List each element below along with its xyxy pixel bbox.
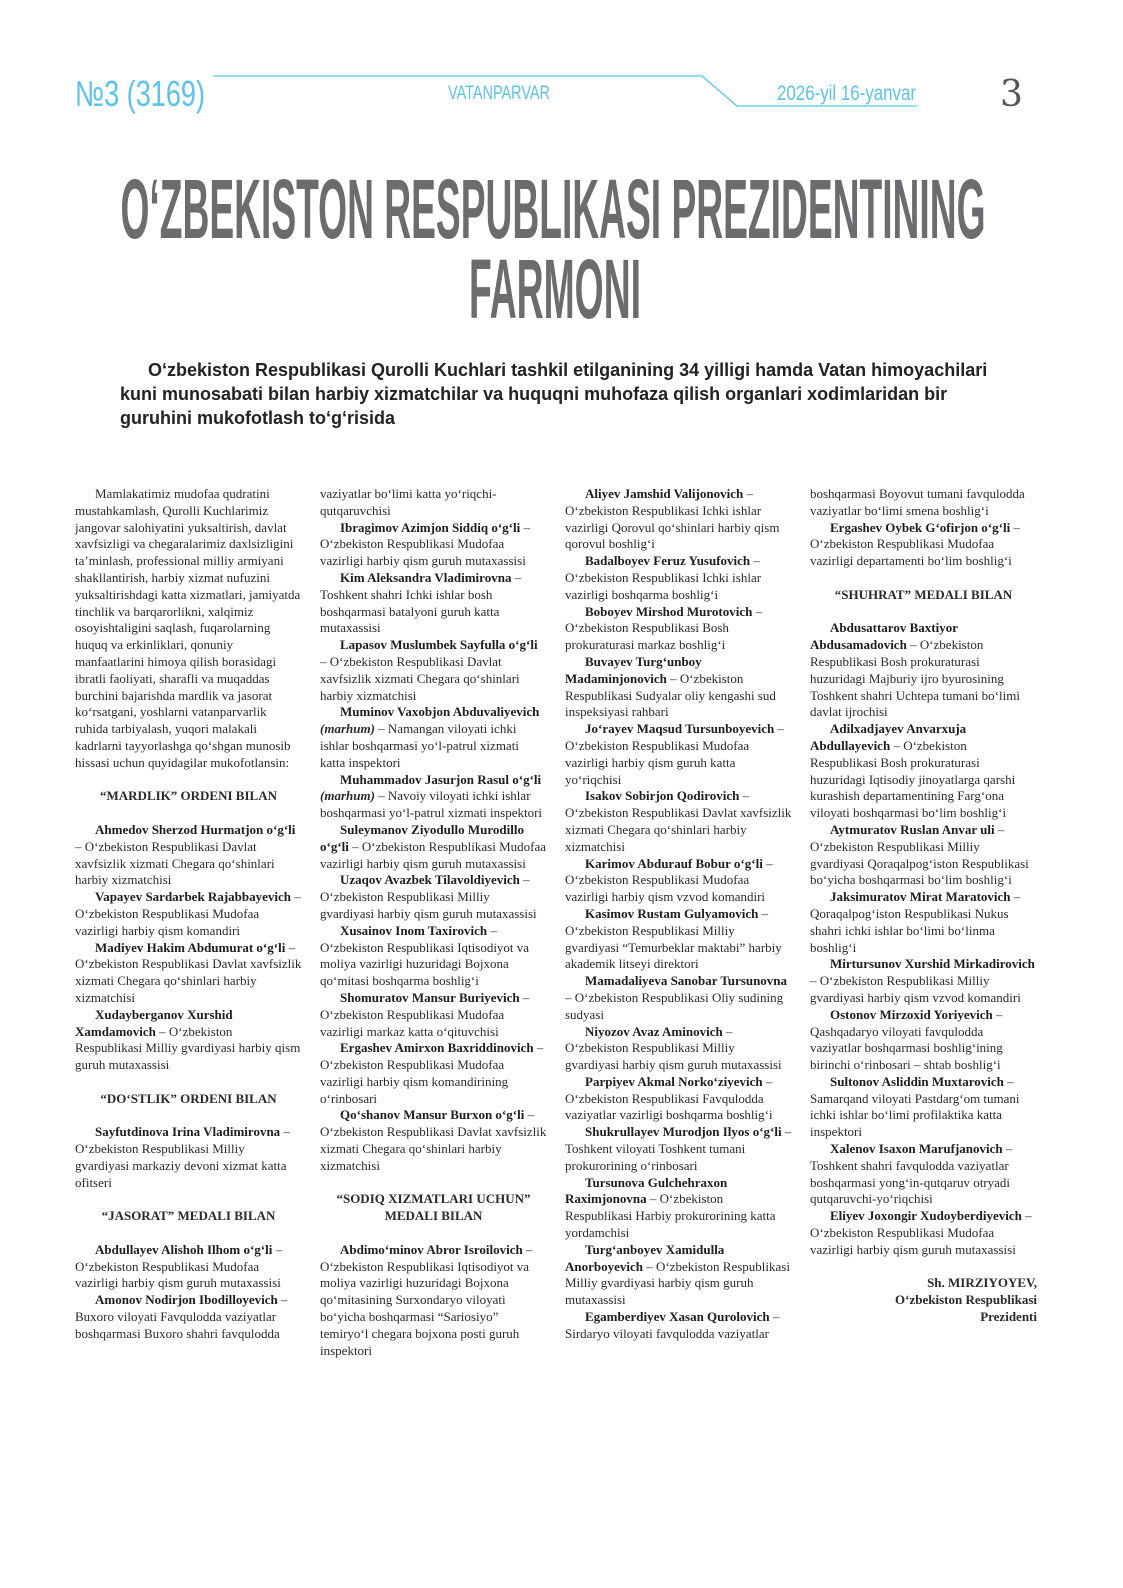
award-entry bbox=[810, 721, 1037, 822]
award-entry bbox=[320, 1040, 547, 1107]
award-entry bbox=[565, 973, 792, 1023]
recipient-position: – O‘zbekiston Respublikasi Oliy sudining sudyasi bbox=[565, 989, 784, 1022]
recipient-name: Ibragimov Azimjon Siddiq o‘g‘li bbox=[340, 519, 521, 535]
recipient-position: – Buxoro viloyati Favqulodda vaziyatlar boshqarmasi Buxoro shahri favqulodda vaziyatlar bo‘limi katta yo‘riqchi-qutqaruvchisi bbox=[75, 486, 497, 1341]
recipient-position: – Toshkent viloyati Toshkent tumani prokurorining o‘rinbosari bbox=[565, 1124, 792, 1173]
recipient-name: Karimov Abdurauf Bobur o‘g‘li bbox=[585, 855, 763, 871]
recipient-name: Muhammadov Jasurjon Rasul o‘g‘li bbox=[340, 771, 542, 787]
recipient-name: Ahmedov Sherzod Hurmatjon o‘g‘li bbox=[95, 821, 296, 837]
issue-date: 2026-yil 16-yanvar bbox=[777, 82, 916, 105]
award-entry bbox=[810, 889, 1037, 956]
recipient-name: Ergashev Oybek G‘ofirjon o‘g‘li bbox=[830, 519, 1011, 535]
recipient-position: – O‘zbekiston Respublikasi Milliy gvardiyasi harbiy qism guruh mutaxassisi bbox=[320, 872, 537, 921]
recipient-name: Adilxadjayev Anvarxuja Abdullayevich bbox=[810, 721, 967, 753]
signature-line3: Prezidenti bbox=[980, 1309, 1037, 1325]
recipient-name: Boboyev Mirshod Murotovich bbox=[585, 603, 753, 619]
award-entry bbox=[565, 1242, 792, 1309]
award-entry bbox=[810, 822, 1037, 889]
recipient-name: Uzaqov Avazbek Tilavoldiyevich bbox=[340, 872, 520, 888]
recipient-name: Suleymanov Ziyodullo Murodillo o‘g‘li bbox=[320, 821, 524, 854]
issue-number: №3 (3169) bbox=[75, 73, 205, 114]
recipient-name: Aliyev Jamshid Valijonovich bbox=[585, 486, 744, 501]
recipient-position: – O‘zbekiston Respublikasi Iqtisodiyot va moliya vazirligi huzuridagi Bojxona qo‘mitasining Surxondaryo viloyati bo‘yicha boshqarmasi “Sariosiyo” temiryo‘l chegara bojxona posti guruh inspektori bbox=[320, 1241, 533, 1358]
recipient-position: – O‘zbekiston Respublikasi Mudofaa vazirligi harbiy qism komandirining o‘rinbosari bbox=[320, 1040, 544, 1106]
award-entry bbox=[810, 1074, 1037, 1141]
recipient-position: – O‘zbekiston Respublikasi Ichki ishlar vazirligi boshqarma boshlig‘i bbox=[565, 553, 762, 602]
recipient-name: Mirtursunov Xurshid Mirkadirovich bbox=[830, 956, 1035, 972]
recipient-position: – Toshkent shahri Ichki ishlar bosh boshqarmasi batalyoni guruh katta mutaxassisi bbox=[320, 569, 522, 636]
award-section-heading: “SHUHRAT” MEDALI BILAN bbox=[834, 586, 1013, 602]
recipient-name: Tursunova Gulchehraxon Raximjonovna bbox=[565, 1174, 728, 1207]
decree-subtitle: O‘zbekiston Respublikasi Qurolli Kuchlari tashkil etilganining 34 yilligi hamda Vatan himoyachilari kuni munosabati bilan harbiy xizmatchilar va huquqni muhofaza qilish organlari xodimlaridan bir guruhini mukofotlash to‘g‘risida bbox=[120, 360, 988, 428]
page-title bbox=[0, 160, 1123, 340]
recipient-name: Lapasov Muslumbek Sayfulla o‘g‘li bbox=[340, 637, 538, 653]
page-header bbox=[0, 0, 1123, 130]
award-entry bbox=[565, 553, 792, 603]
recipient-position: – O‘zbekiston Respublikasi Mudofaa vazirligi harbiy qism guruh mutaxassisi bbox=[320, 519, 530, 569]
recipient-position: – Toshkent shahri favqulodda vaziyatlar boshqarmasi yong‘in-qutqaruv otryadi qutqaruvchi-yo‘riqchisi bbox=[810, 1141, 1013, 1207]
award-entry bbox=[565, 721, 792, 788]
recipient-position: – O‘zbekiston Respublikasi Davlat xavfsizlik xizmati Chegara qo‘shinlari harbiy xizmatchisi bbox=[320, 1107, 547, 1173]
award-entry bbox=[75, 822, 302, 889]
recipient-name: Aytmuratov Ruslan Anvar uli bbox=[830, 821, 995, 837]
award-entry bbox=[810, 520, 1037, 570]
recipient-position: – O‘zbekiston Respublikasi Davlat xavfsizlik xizmati Chegara qo‘shinlari harbiy xizmatchisi bbox=[75, 838, 275, 888]
award-entry bbox=[75, 1124, 302, 1191]
recipient-position: – O‘zbekiston Respublikasi Harbiy prokurorining katta yordamchisi bbox=[565, 1191, 776, 1241]
recipient-name: Shomuratov Mansur Buriyevich bbox=[340, 989, 520, 1005]
award-entry bbox=[320, 822, 547, 872]
award-entry bbox=[320, 704, 547, 771]
award-entry bbox=[565, 788, 792, 855]
recipient-position: – Qoraqalpog‘iston Respublikasi Nukus shahri ichki ishlar bo‘limi bo‘linma boshlig‘i bbox=[810, 889, 1021, 955]
recipient-position: – Samarqand viloyati Pastdarg‘om tumani ichki ishlar bo‘limi profilaktika katta inspektori bbox=[810, 1073, 1020, 1140]
intro-paragraph: Mamlakatimiz mudofaa qudratini mustahkamlash, Qurolli Kuchlarimiz jangovar salohiyatini yuksaltirish, davlat xavfsizligi va chegaralarimiz daxlsizligini ta’minlash, professional milliy armiyani shakllantirish, harbiy xizmat nufuzini yuksaltirishdagi katta xizmatlari, jamiyatda tinchlik va barqarorlikni, xalqimiz osoyishtaligini saqlash, fuqarolarning huquq va erkinliklari, qonuniy manfaatlarini himoya qilish borasidagi ibratli faoliyati, sharafli va muqaddas burchini bajarishda mardlik va jasorat ko‘rsatgani, yoshlarni vatanparvarlik ruhida tarbiyalash, yuqori malakali kadrlarni tayyorlashga qo‘shgan munosib hissasi uchun quyidagilar mukofotlansin: bbox=[75, 486, 301, 770]
recipient-name: Shukrullayev Murodjon Ilyos o‘g‘li bbox=[585, 1124, 782, 1140]
recipient-name: Parpiyev Akmal Norko‘ziyevich bbox=[585, 1073, 763, 1089]
recipient-position: – Namangan viloyati ichki ishlar boshqarmasi yo‘l-patrul xizmati katta inspektori bbox=[320, 721, 519, 770]
recipient-name: Xalenov Isaxon Marufjanovich bbox=[830, 1141, 1003, 1157]
recipient-name: Vapayev Sardarbek Rajabbayevich bbox=[95, 889, 291, 905]
page-number: 3 bbox=[1000, 74, 1023, 115]
recipient-name: Muminov Vaxobjon Abduvaliyevich bbox=[340, 704, 540, 720]
award-entry bbox=[320, 772, 547, 822]
recipient-name: Badalboyev Feruz Yusufovich bbox=[585, 553, 751, 569]
recipient-position: – O‘zbekiston Respublikasi Milliy gvardiyasi Qoraqalpog‘iston Respublikasi bo‘yicha boshqarmasi bo‘lim boshlig‘i bbox=[810, 821, 1029, 888]
recipient-name: Jo‘rayev Maqsud Tursunboyevich bbox=[585, 721, 775, 737]
recipient-position: – O‘zbekiston Respublikasi Milliy gvardiyasi harbiy qism guruh mutaxassisi bbox=[565, 1258, 790, 1308]
award-entry bbox=[810, 1007, 1037, 1074]
award-entry bbox=[75, 1007, 302, 1074]
signature-line2: O‘zbekiston Respublikasi bbox=[895, 1292, 1037, 1308]
recipient-name: Amonov Nodirjon Ibodilloyevich bbox=[95, 1292, 278, 1308]
award-section-heading: “SODIQ XIZMATLARI UCHUN” MEDALI BILAN bbox=[336, 1191, 531, 1224]
recipient-position: – O‘zbekiston Respublikasi Mudofaa vazirligi harbiy qism guruh mutaxassisi bbox=[320, 838, 547, 871]
recipient-name: Abdimo‘minov Abror Isroilovich bbox=[340, 1241, 523, 1257]
award-entry bbox=[565, 856, 792, 906]
recipient-position: – Qashqadaryo viloyati favqulodda vaziyatlar boshqarmasi boshlig‘ining birinchi o‘rinbosari – shtab boshlig‘i bbox=[810, 1006, 1003, 1073]
award-entry bbox=[565, 1175, 792, 1242]
recipient-note: (marhum) bbox=[320, 721, 375, 737]
award-entry bbox=[565, 1124, 792, 1174]
recipient-position: – O‘zbekiston Respublikasi Mudofaa vazirligi markaz katta o‘qituvchisi bbox=[320, 989, 530, 1039]
recipient-position: – O‘zbekiston Respublikasi Mudofaa vazirligi harbiy qism guruh mutaxassisi bbox=[810, 1208, 1032, 1257]
recipient-name: Abdusattarov Baxtiyor Abdusamadovich bbox=[810, 620, 958, 653]
award-section-heading: “DO‘STLIK” ORDENI BILAN bbox=[100, 1090, 277, 1106]
recipient-name: Qo‘shanov Mansur Burxon o‘g‘li bbox=[340, 1107, 525, 1123]
recipient-position: – O‘zbekiston Respublikasi Davlat xavfsizlik xizmati Chegara qo‘shinlari harbiy xizmatchisi bbox=[565, 788, 792, 854]
recipient-name: Egamberdiyev Xasan Qurolovich bbox=[585, 1309, 770, 1325]
recipient-name: Sultonov Asliddin Muxtarovich bbox=[830, 1073, 1004, 1089]
recipient-name: Xudayberganov Xurshid Xamdamovich bbox=[75, 1006, 233, 1039]
recipient-name: Buvayev Turg‘unboy Madaminjonovich bbox=[565, 653, 702, 686]
award-entry bbox=[565, 1074, 792, 1124]
award-section-heading: “MARDLIK” ORDENI BILAN bbox=[100, 788, 277, 804]
award-entry bbox=[320, 872, 547, 922]
recipient-position: – O‘zbekiston Respublikasi Iqtisodiyot va moliya vazirligi huzuridagi Bojxona qo‘mitasi boshqarma boshlig‘i bbox=[320, 922, 530, 989]
award-entry bbox=[320, 990, 547, 1040]
recipient-name: Mamadaliyeva Sanobar Tursunovna bbox=[585, 973, 788, 989]
recipient-position: – O‘zbekiston Respublikasi Mudofaa vazirligi departamenti bo‘lim boshlig‘i bbox=[810, 519, 1020, 569]
recipient-position: – O‘zbekiston Respublikasi Mudofaa vazirligi harbiy qism vzvod komandiri bbox=[565, 855, 773, 905]
award-entry bbox=[320, 1242, 547, 1360]
recipient-position: – O‘zbekiston Respublikasi Milliy gvardiyasi harbiy qism vzvod komandiri bbox=[810, 973, 1021, 1005]
award-entry bbox=[75, 940, 302, 1007]
recipient-position: – O‘zbekiston Respublikasi Bosh prokuraturasi huzuridagi Iqtisodiy jinoyatlarga qarshi kurashish departamentining Farg‘ona viloyati boshqarmasi bo‘lim boshlig‘i bbox=[810, 737, 1016, 821]
recipient-position: – O‘zbekiston Respublikasi Mudofaa vazirligi harbiy qism guruh mutaxassisi bbox=[75, 1241, 283, 1291]
award-entry bbox=[810, 1141, 1037, 1208]
recipient-name: Madiyev Hakim Abdumurat o‘g‘li bbox=[95, 939, 286, 955]
recipient-name: Sayfutdinova Irina Vladimirovna bbox=[95, 1124, 281, 1140]
recipient-position: – Navoiy viloyati ichki ishlar boshqarmasi yo‘l-patrul xizmati inspektori bbox=[320, 788, 543, 821]
recipient-name: Jaksimuratov Mirat Maratovich bbox=[830, 889, 1011, 905]
award-entry bbox=[810, 1208, 1037, 1258]
signature-block bbox=[810, 1275, 1037, 1325]
recipient-position: – O‘zbekiston Respublikasi Mudofaa vazirligi harbiy qism guruh katta yo‘riqchisi bbox=[565, 721, 785, 787]
recipient-position: – O‘zbekiston Respublikasi Milliy gvardiyasi harbiy qism guruh mutaxassisi bbox=[75, 1023, 301, 1073]
recipient-name: Abdullayev Alishoh Ilhom o‘g‘li bbox=[95, 1241, 273, 1257]
award-entry bbox=[810, 956, 1037, 1006]
recipient-name: Ostonov Mirzoxid Yoriyevich bbox=[830, 1006, 993, 1022]
award-entry bbox=[320, 1107, 547, 1174]
award-entry bbox=[75, 1242, 302, 1292]
recipient-position: – O‘zbekiston Respublikasi Mudofaa vazirligi harbiy qism komandiri bbox=[75, 889, 301, 938]
recipient-position: – O‘zbekiston Respublikasi Milliy gvardiyasi harbiy qism guruh mutaxassisi bbox=[565, 1023, 782, 1073]
recipient-position: – O‘zbekiston Respublikasi Sudyalar oliy kengashi sud inspeksiyasi rahbari bbox=[565, 670, 776, 720]
recipient-name: Kasimov Rustam Gulyamovich bbox=[585, 905, 759, 921]
recipient-position: – O‘zbekiston Respublikasi Davlat xavfsizlik xizmati Chegara qo‘shinlari harbiy xizmatchisi bbox=[320, 653, 520, 703]
recipient-position: – O‘zbekiston Respublikasi Milliy gvardiyasi markaziy devoni xizmat katta ofitseri bbox=[75, 1124, 290, 1190]
recipient-name: Eliyev Joxongir Xudoyberdiyevich bbox=[830, 1208, 1022, 1224]
recipient-note: (marhum) bbox=[320, 788, 375, 804]
recipient-position: – O‘zbekiston Respublikasi Bosh prokuraturasi huzuridagi Majburiy ijro byurosining Toshkent shahri Uchtepa tumani bo‘limi davlat ijrochisi bbox=[810, 637, 1020, 720]
title-line-2: FARMONI bbox=[469, 242, 641, 336]
award-entry bbox=[565, 906, 792, 973]
recipient-position: – O‘zbekiston Respublikasi Ichki ishlar vazirligi Qorovul qo‘shinlari harbiy qism qorovul boshlig‘i bbox=[565, 486, 780, 552]
award-entry bbox=[565, 654, 792, 721]
recipient-position: – O‘zbekiston Respublikasi Davlat xavfsizlik xizmati Chegara qo‘shinlari harbiy xizmatchisi bbox=[75, 939, 302, 1005]
recipient-name: Isakov Sobirjon Qodirovich bbox=[585, 788, 740, 804]
article-body bbox=[75, 486, 1037, 1359]
recipient-name: Xusainov Inom Taxirovich bbox=[340, 922, 488, 938]
recipient-position: – O‘zbekiston Respublikasi Bosh prokuraturasi markaz boshlig‘i bbox=[565, 603, 763, 653]
recipient-position: – O‘zbekiston Respublikasi Favqulodda vaziyatlar vazirligi boshqarma boshlig‘i bbox=[565, 1073, 773, 1123]
award-entry bbox=[320, 570, 547, 637]
award-section-heading: “JASORAT” MEDALI BILAN bbox=[101, 1208, 276, 1224]
newspaper-name: VATANPARVAR bbox=[448, 83, 550, 104]
recipient-name: Niyozov Avaz Aminovich bbox=[585, 1023, 723, 1039]
signature-name: Sh. MIRZIYOYEV, bbox=[927, 1275, 1037, 1291]
title-line-1: O‘ZBEKISTON RESPUBLIKASI PREZIDENTINING bbox=[120, 162, 986, 256]
award-entry bbox=[810, 620, 1037, 721]
award-entry bbox=[320, 637, 547, 704]
recipient-position: – Sirdaryo viloyati favqulodda vaziyatlar boshqarmasi Boyovut tumani favqulodda vaziyatlar bo‘limi smena boshlig‘i bbox=[565, 486, 1025, 1341]
award-entry bbox=[320, 923, 547, 990]
recipient-name: Ergashev Amirxon Baxriddinovich bbox=[340, 1040, 534, 1056]
award-entry bbox=[565, 486, 792, 553]
recipient-name: Turg‘anboyev Xamidulla Anorboyevich bbox=[565, 1241, 725, 1274]
award-entry bbox=[320, 520, 547, 570]
award-entry bbox=[75, 889, 302, 939]
award-entry bbox=[565, 604, 792, 654]
recipient-name: Kim Aleksandra Vladimirovna bbox=[340, 569, 512, 585]
recipient-position: – O‘zbekiston Respublikasi Milliy gvardiyasi “Temurbeklar maktabi” harbiy akademik litseyi direktori bbox=[565, 905, 782, 972]
award-entry bbox=[565, 1024, 792, 1074]
